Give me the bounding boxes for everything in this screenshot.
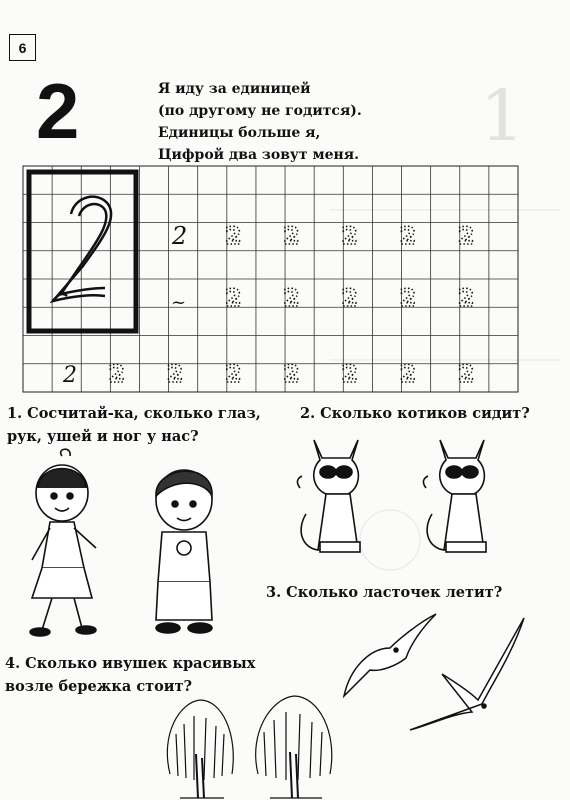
task-line: 2. Сколько котиков сидит?	[300, 405, 530, 422]
task-2	[300, 402, 530, 425]
poem-line: Цифрой два зовут меня.	[158, 147, 359, 163]
sample-digit: 2	[172, 222, 188, 250]
task-3	[266, 581, 502, 604]
willow-tree-illustration	[160, 694, 240, 800]
dotted-tracing-digit: 2	[457, 284, 475, 312]
dotted-tracing-digit: 2	[283, 360, 300, 388]
swallow-illustration	[402, 614, 532, 736]
girl-illustration	[12, 448, 112, 640]
task-line: возле бережка стоит?	[5, 678, 193, 695]
dotted-tracing-digit: 2	[166, 360, 184, 388]
dotted-tracing-digit: 2	[457, 222, 475, 250]
dotted-tracing-digit: 2	[108, 360, 126, 388]
cat-illustration	[418, 430, 508, 560]
dotted-tracing-digit: 2	[283, 284, 300, 312]
task-line: 1. Сосчитай-ка, сколько глаз,	[7, 405, 261, 422]
dotted-tracing-digit: 2	[341, 360, 358, 388]
dotted-tracing-digit: 2	[224, 360, 242, 388]
poem-line: Единицы больше я,	[158, 125, 321, 141]
dotted-tracing-digit: 2	[399, 360, 417, 388]
task-4	[5, 652, 285, 698]
poem	[158, 78, 362, 166]
dotted-tracing-digit: 2	[399, 222, 417, 250]
dotted-tracing-digit: 2	[283, 222, 300, 250]
dotted-tracing-digit: 2	[341, 284, 358, 312]
copybook-grid	[23, 166, 518, 392]
sample-digit-bottom: 2	[63, 363, 77, 388]
task-1	[7, 402, 277, 448]
dotted-tracing-digit: 2	[224, 284, 242, 312]
task-line: рук, ушей и ног у нас?	[7, 428, 199, 445]
willow-tree-illustration	[250, 692, 340, 800]
task-line: 4. Сколько ивушек красивых	[5, 655, 256, 672]
model-digit-2	[53, 197, 111, 301]
task-line: 3. Сколько ласточек летит?	[266, 584, 503, 601]
sample-stroke: ~	[171, 292, 187, 313]
poem-line: (по другому не годится).	[158, 103, 362, 119]
page-number: 6	[9, 34, 36, 61]
dotted-tracing-digit: 2	[341, 222, 358, 250]
dotted-tracing-digit: 2	[457, 360, 475, 388]
dotted-tracing-digit: 2	[399, 284, 417, 312]
poem-line: Я иду за единицей	[158, 81, 311, 97]
svg-text:1: 1	[480, 75, 525, 157]
cat-illustration	[292, 430, 382, 560]
dotted-tracing-digit: 2	[224, 222, 242, 250]
large-digit-heading: 2	[36, 67, 80, 155]
boy-illustration	[144, 460, 224, 638]
